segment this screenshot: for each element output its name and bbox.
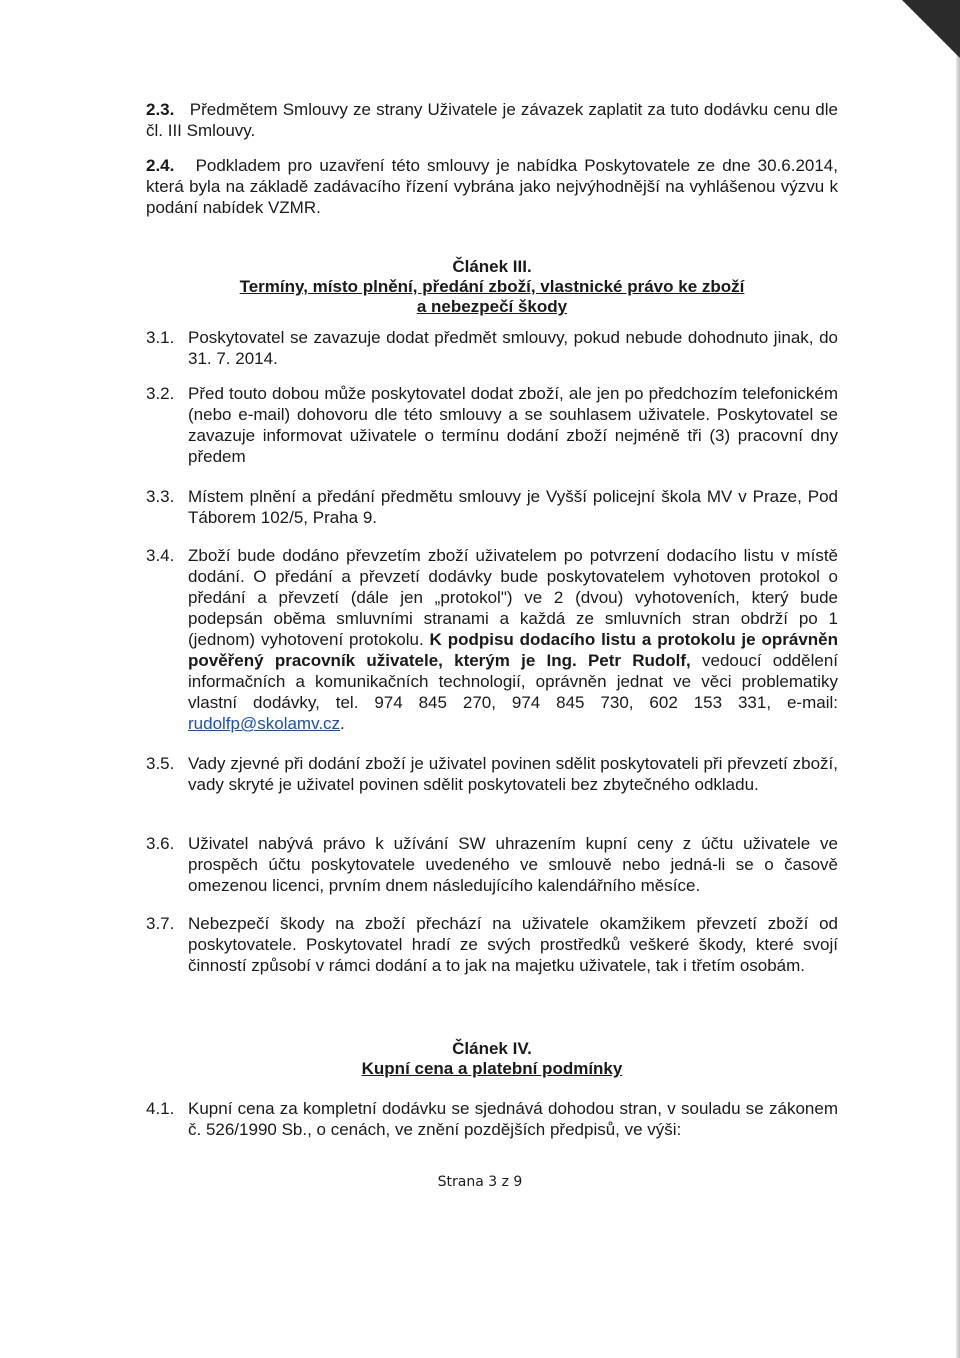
clause-text-bold: K podpisu dodacího listu a protokolu je oprávněn pověřený pracovník uživatele, kterým je Ing. Petr Rudolf, bbox=[188, 630, 838, 670]
article-4-title bbox=[146, 1059, 838, 1079]
clause-number: 3.1. bbox=[146, 328, 175, 347]
clause-number: 3.3. bbox=[146, 487, 175, 506]
clause-text: Kupní cena za kompletní dodávku se sjednává dohodou stran, v souladu se zákonem č. 526/1990 Sb., o cenách, ve znění pozdějších předpisů, ve výši: bbox=[188, 1099, 838, 1139]
clause-3-6 bbox=[146, 833, 838, 896]
clause-3-1 bbox=[146, 327, 838, 369]
clause-text-end: . bbox=[340, 714, 345, 733]
clause-text-cont: vedoucí oddělení informačních a komunikačních technologií, oprávněn jednat ve věci problematiky vlastní dodávky, tel. 974 845 270, 974 845 730, 602 153 331, e-mail: bbox=[188, 651, 839, 712]
article-3-label: Článek III. bbox=[452, 257, 532, 276]
clause-text: Místem plnění a předání předmětu smlouvy je Vyšší policejní škola MV v Praze, Pod Táborem 102/5, Praha 9. bbox=[188, 487, 838, 527]
clause-number: 4.1. bbox=[146, 1099, 175, 1118]
clause-text: Zboží bude dodáno převzetím zboží uživatelem po potvrzení dodacího listu v místě dodání. O předání a převzetí dodávky bude poskytovatelem vyhotoven protokol o předání a převzetí (dále jen „protokol") ve 2 (dvou) vyhotoveních, který bude podepsán oběma smluvními stranami a každá ze smluvních stran obdrží po 1 (jednom) vyhotovení protokolu. bbox=[188, 546, 838, 649]
email-link[interactable]: rudolfp@skolamv.cz bbox=[188, 714, 341, 733]
clause-text: Poskytovatel se zavazuje dodat předmět smlouvy, pokud nebude dohodnuto jinak, do 31. 7. 2014. bbox=[188, 328, 838, 368]
clause-text: Podkladem pro uzavření této smlouvy je nabídka Poskytovatele ze dne 30.6.2014, která byla na základě zadávacího řízení vybrána jako nejvýhodnější na vyhlášenou výzvu k podání nabídek VZMR. bbox=[146, 156, 838, 217]
article-4-title-text: Kupní cena a platební podmínky bbox=[361, 1059, 623, 1078]
clause-3-3 bbox=[146, 486, 838, 528]
clause-number: 3.4. bbox=[146, 546, 175, 565]
clause-4-1 bbox=[146, 1098, 838, 1140]
clause-number: 2.4. bbox=[146, 156, 175, 175]
clause-number: 3.5. bbox=[146, 754, 175, 773]
clause-3-5 bbox=[146, 753, 838, 795]
article-3-title-line2: a nebezpečí škody bbox=[416, 297, 568, 316]
clause-number: 3.7. bbox=[146, 914, 175, 933]
scan-edge bbox=[956, 0, 960, 1358]
article-3-title bbox=[146, 277, 838, 317]
clause-3-7 bbox=[146, 913, 838, 976]
scan-corner bbox=[902, 0, 960, 58]
page-number: Strana 3 z 9 bbox=[437, 1174, 523, 1190]
article-3-title-line1: Termíny, místo plnění, předání zboží, vlastnické právo ke zboží bbox=[239, 277, 745, 296]
clause-number: 2.3. bbox=[146, 100, 175, 119]
clause-text: Nebezpečí škody na zboží přechází na uživatele okamžikem převzetí zboží od poskytovatele. Poskytovatel hradí ze svých prostředků veškeré škody, které svojí činností způsobí v rámci dodání a to jak na majetku uživatele, tak i třetím osobám. bbox=[188, 914, 838, 975]
clause-3-4 bbox=[146, 545, 838, 734]
clause-number: 3.6. bbox=[146, 834, 175, 853]
clause-2-4 bbox=[146, 155, 838, 218]
clause-2-3 bbox=[146, 99, 838, 141]
clause-text: Vady zjevné při dodání zboží je uživatel povinen sdělit poskytovateli při převzetí zboží, vady skryté je uživatel povinen sdělit poskytovateli bez zbytečného odkladu. bbox=[188, 754, 838, 794]
article-4-label: Článek IV. bbox=[452, 1039, 532, 1058]
clause-text: Předmětem Smlouvy ze strany Uživatele je závazek zaplatit za tuto dodávku cenu dle čl. III Smlouvy. bbox=[146, 100, 838, 140]
clause-text: Uživatel nabývá právo k užívání SW uhrazením kupní ceny z účtu uživatele ve prospěch účtu poskytovatele uvedeného ve smlouvě nebo jedná-li se o časově omezenou licenci, prvním dnem následujícího kalendářního měsíce. bbox=[188, 834, 838, 895]
clause-3-2 bbox=[146, 383, 838, 467]
clause-text: Před touto dobou může poskytovatel dodat zboží, ale jen po předchozím telefonickém (nebo e-mail) dohovoru dle této smlouvy a se souhlasem uživatele. Poskytovatel se zavazuje informovat uživatele o termínu dodání zboží nejméně tři (3) pracovní dny předem bbox=[188, 384, 838, 466]
clause-number: 3.2. bbox=[146, 384, 175, 403]
